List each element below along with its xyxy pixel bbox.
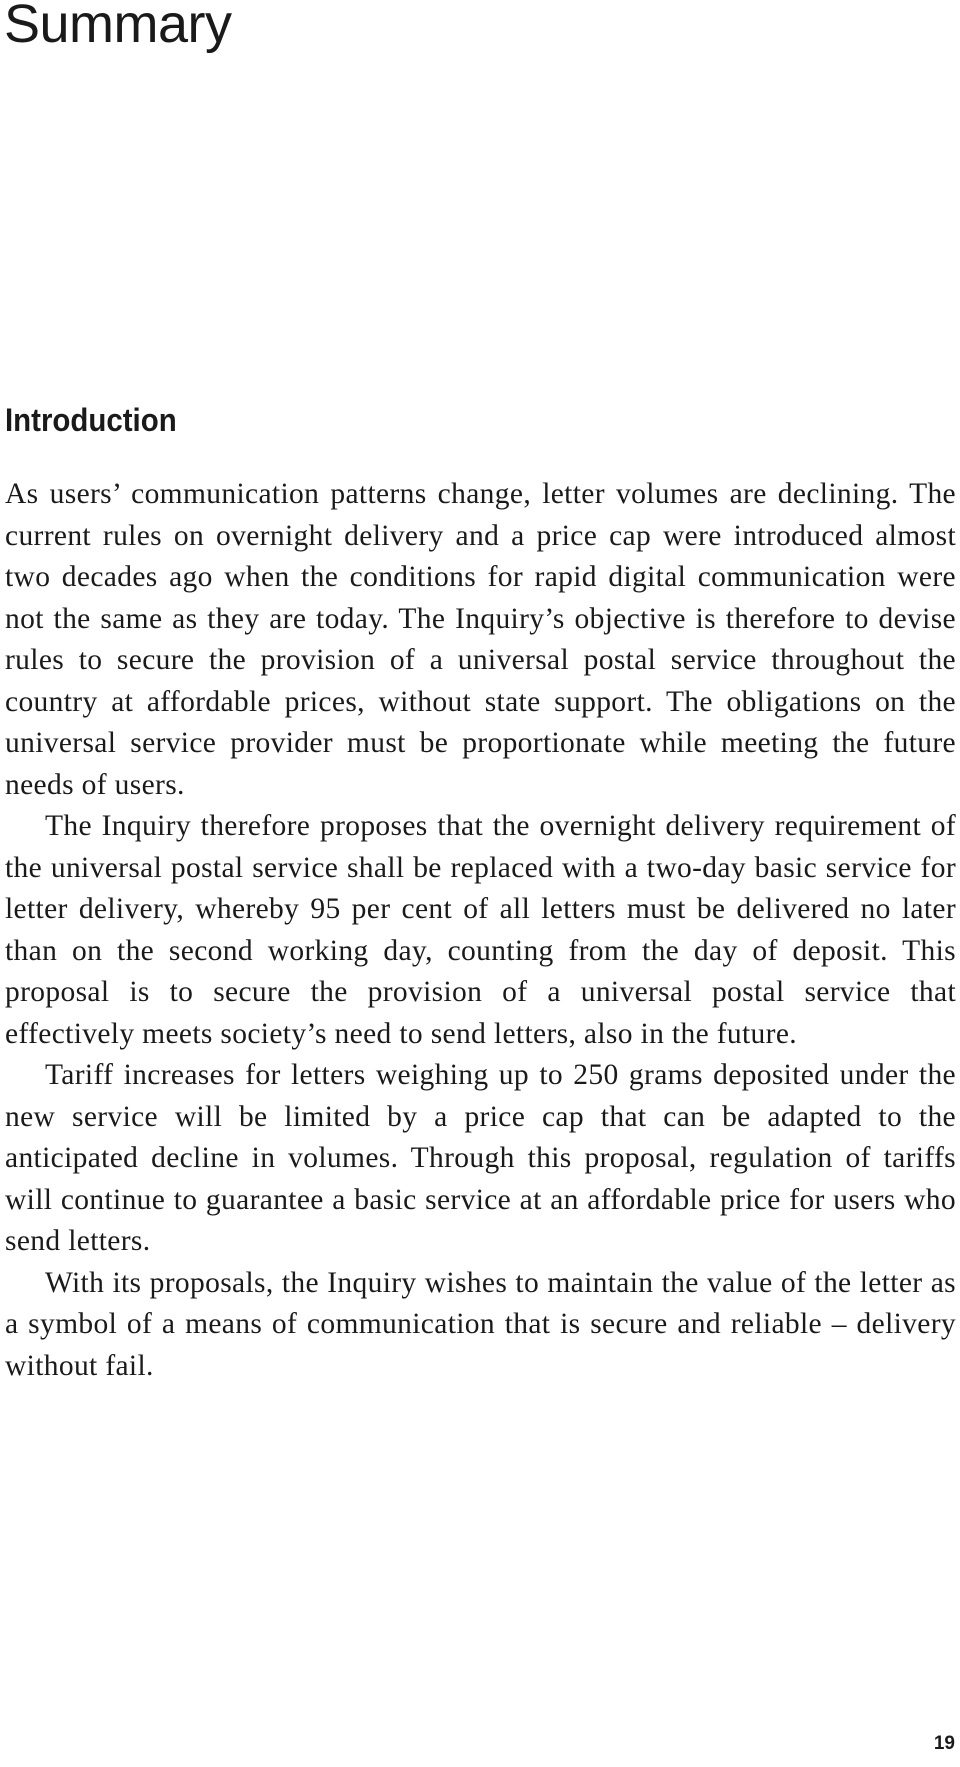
page-number: 19 [933, 1733, 955, 1754]
body-text [5, 474, 956, 1387]
chapter-title: Summary [4, 0, 232, 54]
section-heading-introduction: Introduction [5, 402, 177, 438]
paragraph-2: The Inquiry therefore proposes that the overnight delivery requirement of the universal postal service shall be replaced with a two-day basic service for letter delivery, whereby 95 per cent of all letters must be delivered no later than on the second working day, counting from the day of deposit. This proposal is to secure the provision of a universal postal service that effectively meets society’s need to send letters, also in the future. [5, 810, 956, 1050]
paragraph-1: As users’ communication patterns change, letter volumes are declining. The current rules on overnight delivery and a price cap were introduced almost two decades ago when the conditions for rapid digital communication were not the same as they are today. The Inquiry’s objective is therefore to devise rules to secure the provision of a universal postal service throughout the country at affordable prices, without state support. The obligations on the universal service provider must be proportionate while meeting the future needs of users. [5, 478, 956, 801]
paragraph-3: Tariff increases for letters weighing up to 250 grams deposited under the new service will be limited by a price cap that can be adapted to the anticipated decline in volumes. Through this proposal, regulation of tariffs will continue to guarantee a basic service at an affordable price for users who send letters. [5, 1059, 956, 1257]
paragraph-4: With its proposals, the Inquiry wishes to maintain the value of the letter as a symbol of a means of communication that is secure and reliable – delivery without fail. [5, 1266, 956, 1382]
